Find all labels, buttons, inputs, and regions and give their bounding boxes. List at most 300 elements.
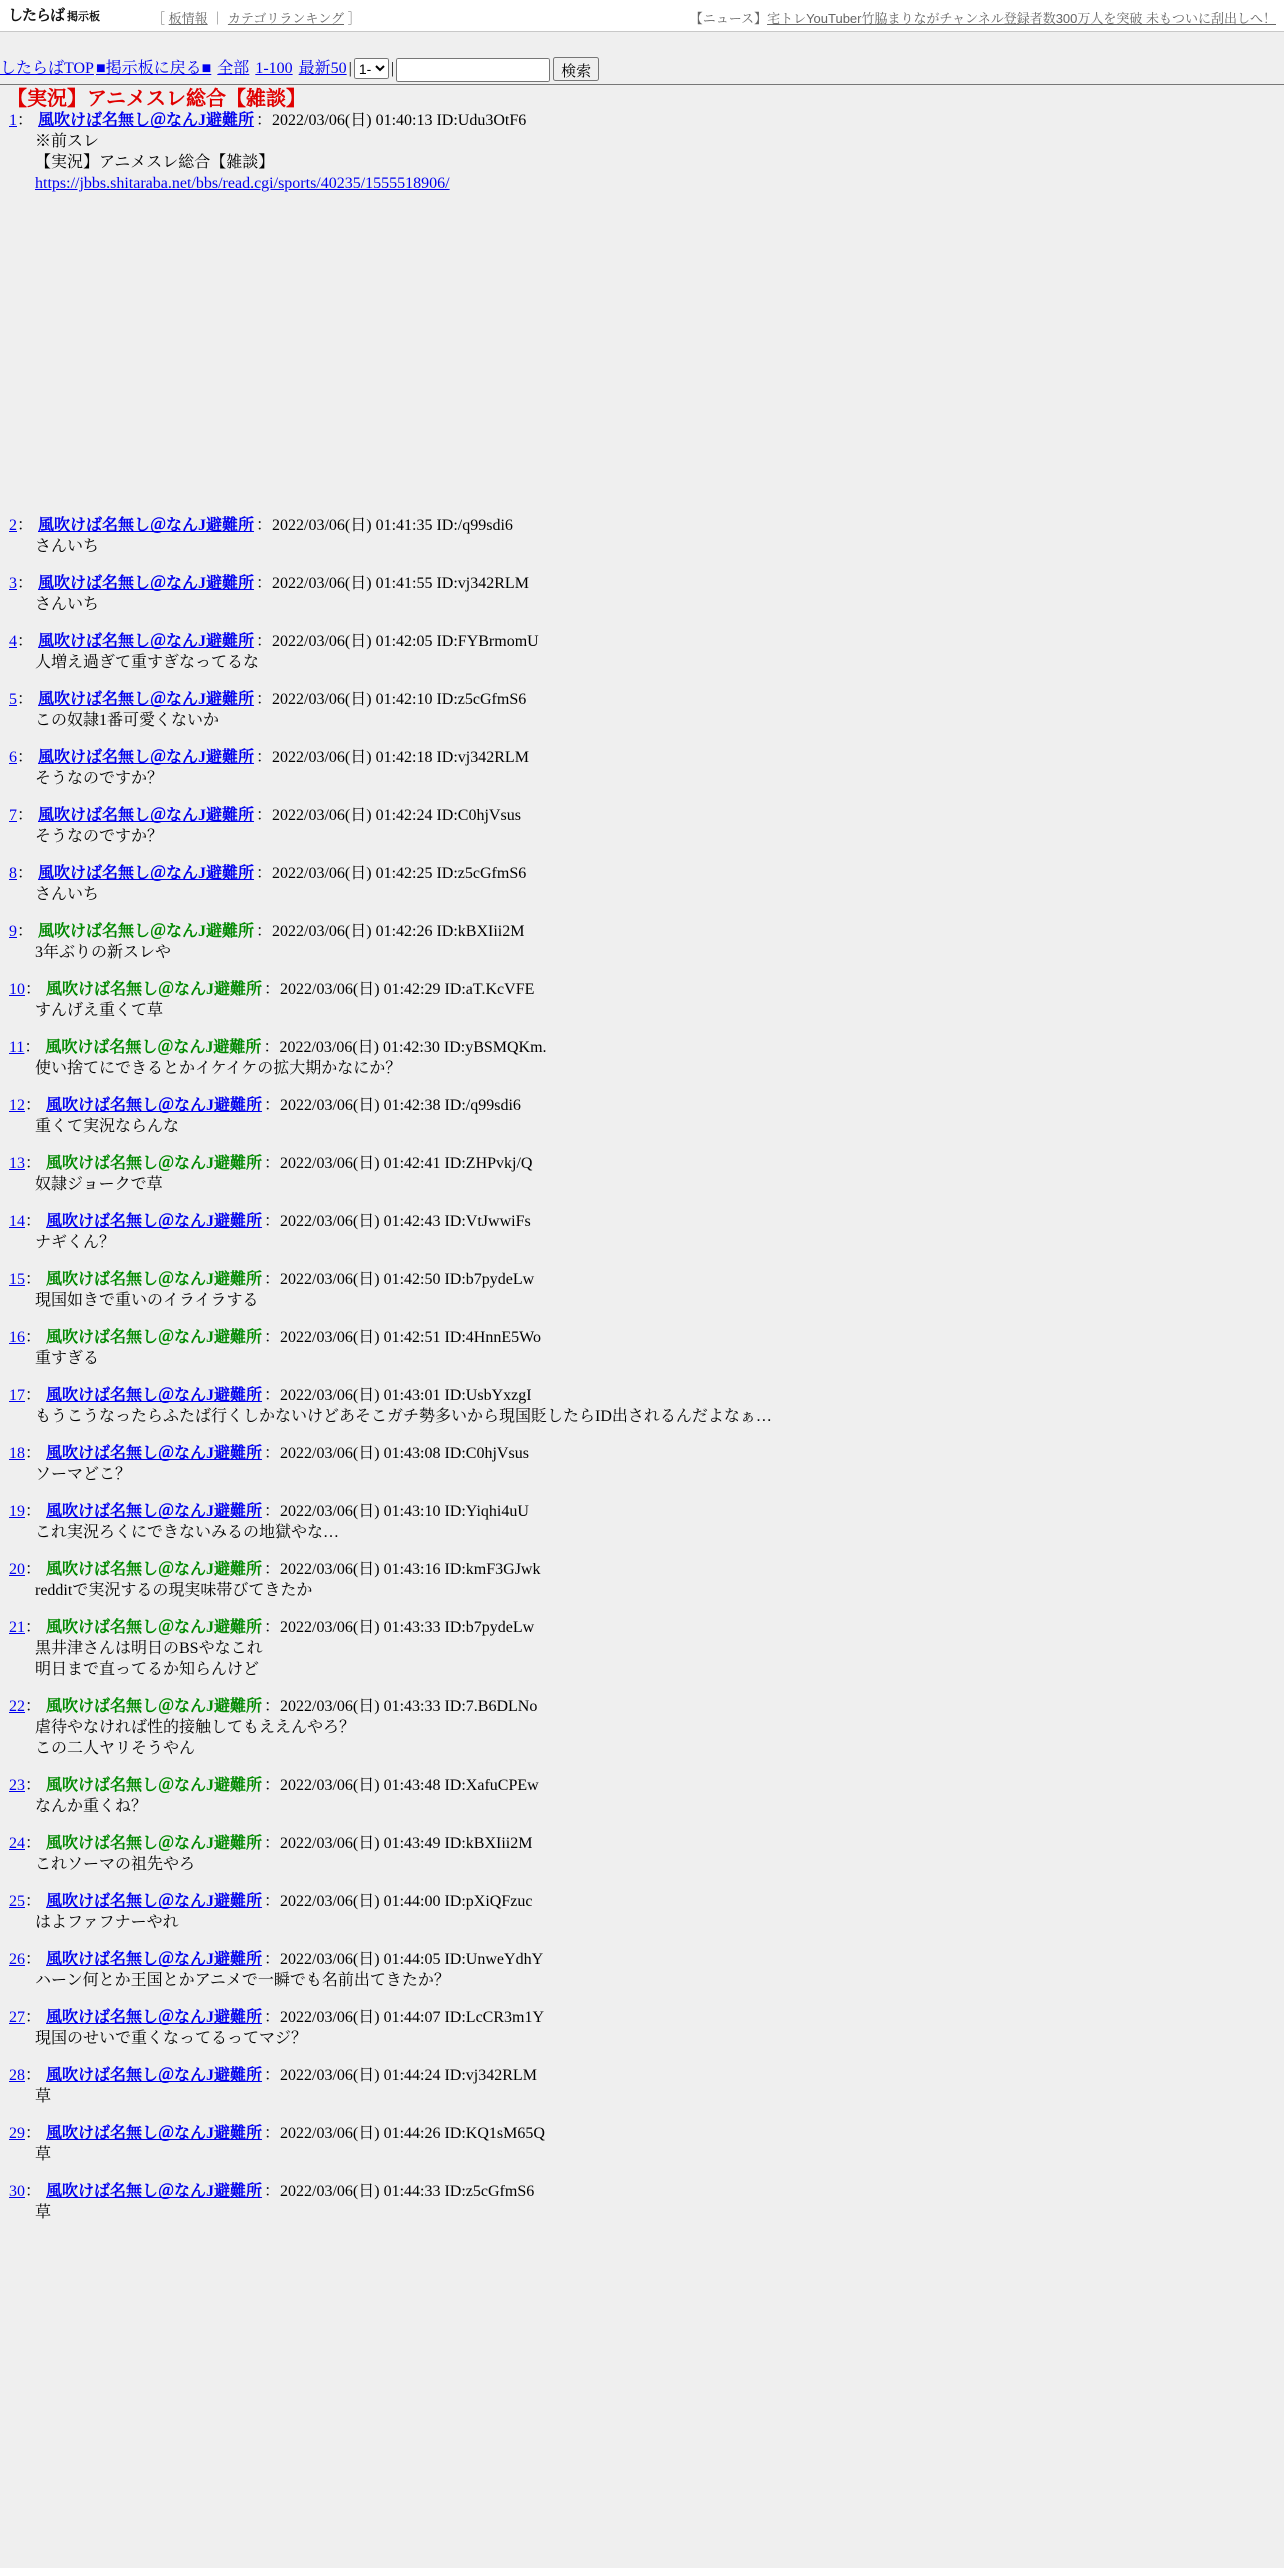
- post-body: [35, 1912, 1284, 1933]
- post-number-link[interactable]: 27: [9, 2009, 25, 2026]
- post-header: [9, 690, 1284, 710]
- post-body: [35, 2028, 1284, 2049]
- post-body: [35, 1580, 1284, 1601]
- poster-name[interactable]: 風吹けば名無し＠なんJ避難所: [38, 633, 255, 650]
- post-date-id: ：2022/03/06(日) 01:43:48 ID:XafuCPEw: [264, 1777, 539, 1794]
- post-body: [35, 2202, 1284, 2223]
- post-spacer: [0, 2165, 1284, 2182]
- post-date-id: ：2022/03/06(日) 01:42:41 ID:ZHPvkj/Q: [264, 1155, 533, 1172]
- post-number-link[interactable]: 6: [9, 749, 17, 766]
- post-header: [9, 632, 1284, 652]
- post: [0, 1154, 1284, 1195]
- post-separator: ：: [17, 865, 34, 882]
- post-body-line: すんげえ重くて草: [35, 1002, 164, 1019]
- post-number-link[interactable]: 1: [9, 112, 17, 129]
- news-prefix: 【ニュース】: [689, 11, 768, 26]
- post-body-line: 人増え過ぎて重すぎなってるな: [35, 654, 260, 671]
- post-body: [35, 1796, 1284, 1817]
- poster-name: 風吹けば名無し＠なんJ避難所: [46, 1777, 263, 1794]
- post-number-link[interactable]: 11: [9, 1039, 25, 1056]
- post-header: [9, 1697, 1284, 1717]
- post-separator: ：: [24, 1039, 41, 1056]
- poster-name[interactable]: 風吹けば名無し＠なんJ避難所: [46, 2009, 263, 2026]
- post-body-line: 草: [35, 2088, 52, 2105]
- post-body: [35, 1348, 1284, 1369]
- post: [0, 980, 1284, 1021]
- post-header: [9, 1270, 1284, 1290]
- post-spacer: [0, 1680, 1284, 1697]
- post-header: [9, 1328, 1284, 1348]
- post-body: [35, 768, 1284, 789]
- post: [0, 1328, 1284, 1369]
- post-date-id: ：2022/03/06(日) 01:42:29 ID:aT.KcVFE: [264, 981, 535, 998]
- post: [0, 2182, 1284, 2223]
- post: [0, 690, 1284, 731]
- post-number-link[interactable]: 10: [9, 981, 25, 998]
- poster-name: 風吹けば名無し＠なんJ避難所: [46, 1561, 263, 1578]
- post-header: [9, 922, 1284, 942]
- post-number-link[interactable]: 9: [9, 923, 17, 940]
- post-separator: ：: [25, 1445, 42, 1462]
- all-posts-link[interactable]: 全部: [217, 60, 250, 77]
- post-spacer: [0, 1991, 1284, 2008]
- post-date-id: ：2022/03/06(日) 01:42:50 ID:b7pydeLw: [264, 1271, 535, 1288]
- post-date-id: ：2022/03/06(日) 01:43:49 ID:kBXIii2M: [264, 1835, 533, 1852]
- post-spacer: [0, 1875, 1284, 1892]
- post-header: [9, 748, 1284, 768]
- post-spacer: [0, 963, 1284, 980]
- post-number-link[interactable]: 5: [9, 691, 17, 708]
- post-number-link[interactable]: 29: [9, 2125, 25, 2142]
- post-body: [35, 1174, 1284, 1195]
- post-date-id: ：2022/03/06(日) 01:43:16 ID:kmF3GJwk: [264, 1561, 541, 1578]
- post-date-id: ：2022/03/06(日) 01:43:01 ID:UsbYxzgI: [264, 1387, 532, 1404]
- post-spacer: [0, 673, 1284, 690]
- post-spacer: [0, 1933, 1284, 1950]
- post-date-id: ：2022/03/06(日) 01:42:30 ID:yBSMQKm.: [263, 1039, 547, 1056]
- post-separator: ：: [25, 1619, 42, 1636]
- post: [0, 574, 1284, 615]
- post-separator: ：: [25, 1387, 42, 1404]
- post-spacer: [0, 1369, 1284, 1386]
- post-body-line: もうこうなったらふたば行くしかないけどあそこガチ勢多いから現国貶したらID出されるんだよなぁ…: [35, 1408, 772, 1425]
- poster-name: 風吹けば名無し＠なんJ避難所: [46, 1835, 263, 1852]
- post-body-line: 現国如きで重いのイライラする: [35, 1292, 259, 1309]
- logo-small-text: 掲示板: [67, 10, 101, 23]
- post: [0, 2124, 1284, 2165]
- post-header: [9, 111, 1284, 131]
- board-info-link[interactable]: 板情報: [168, 11, 208, 26]
- post-body: [35, 1970, 1284, 1991]
- post-number-link[interactable]: 20: [9, 1561, 25, 1578]
- post-body-line: 重すぎる: [35, 1350, 100, 1367]
- post-separator: ：: [25, 2067, 42, 2084]
- post-number-link[interactable]: 25: [9, 1893, 25, 1910]
- post-body: [35, 594, 1284, 615]
- post-number-link[interactable]: 21: [9, 1619, 25, 1636]
- post-spacer: [0, 1543, 1284, 1560]
- poster-name: 風吹けば名無し＠なんJ避難所: [38, 923, 255, 940]
- post-date-id: ：2022/03/06(日) 01:40:13 ID:Udu3OtF6: [256, 112, 527, 129]
- poster-name[interactable]: 風吹けば名無し＠なんJ避難所: [46, 1893, 263, 1910]
- post-number-link[interactable]: 12: [9, 1097, 25, 1114]
- post-header: [9, 806, 1284, 826]
- shitaraba-top-link[interactable]: したらばTOP: [0, 60, 94, 77]
- post: [0, 632, 1284, 673]
- poster-name[interactable]: 風吹けば名無し＠なんJ避難所: [46, 2067, 263, 2084]
- post-header: [9, 1618, 1284, 1638]
- post-number-link[interactable]: 23: [9, 1777, 25, 1794]
- post-separator: ：: [17, 923, 34, 940]
- post-body-line: 【実況】アニメスレ総合【雑談】: [35, 154, 275, 171]
- category-ranking-link[interactable]: カテゴリランキング: [227, 11, 345, 26]
- post: [0, 1386, 1284, 1427]
- post-date-id: ：2022/03/06(日) 01:44:26 ID:KQ1sM65Q: [264, 2125, 545, 2142]
- post-body: [35, 1854, 1284, 1875]
- post-spacer: [0, 1253, 1284, 1270]
- post-separator: ：: [25, 2125, 42, 2142]
- post-date-id: ：2022/03/06(日) 01:42:05 ID:FYBrmomU: [256, 633, 539, 650]
- post: [0, 1697, 1284, 1759]
- post-header: [9, 1560, 1284, 1580]
- poster-name[interactable]: 風吹けば名無し＠なんJ避難所: [46, 2183, 263, 2200]
- post-number-link[interactable]: 8: [9, 865, 17, 882]
- post: [0, 2008, 1284, 2049]
- post-number-link[interactable]: 16: [9, 1329, 25, 1346]
- post-body: [35, 1000, 1284, 1021]
- post-header: [9, 1386, 1284, 1406]
- post-spacer: [0, 2049, 1284, 2066]
- post-body-line: 奴隷ジョークで草: [35, 1176, 163, 1193]
- post-spacer: [0, 1021, 1284, 1038]
- post-body: [35, 1290, 1284, 1311]
- post-date-id: ：2022/03/06(日) 01:42:38 ID:/q99sdi6: [264, 1097, 521, 1114]
- post-spacer: [0, 1759, 1284, 1776]
- post-body-line: この二人ヤリそうやん: [35, 1740, 196, 1757]
- search-input[interactable]: [396, 58, 550, 82]
- post-date-id: ：2022/03/06(日) 01:43:10 ID:Yiqhi4uU: [264, 1503, 529, 1520]
- post-separator: ：: [25, 1561, 42, 1578]
- news-link[interactable]: 宅トレYouTuber竹脇まりながチャンネル登録者数300万人を突破 未もついに刮出しへ！: [767, 11, 1276, 26]
- post-body: [35, 2144, 1284, 2165]
- post-date-id: ：2022/03/06(日) 01:44:00 ID:pXiQFzuc: [264, 1893, 533, 1910]
- post-header: [9, 1154, 1284, 1174]
- post-separator: ：: [25, 1777, 42, 1794]
- post-header: [9, 1950, 1284, 1970]
- poster-name[interactable]: 風吹けば名無し＠なんJ避難所: [38, 575, 255, 592]
- post: [0, 1560, 1284, 1601]
- post-body-line: さんいち: [35, 886, 100, 903]
- post-spacer: [0, 2107, 1284, 2124]
- post-body-line: さんいち: [35, 596, 100, 613]
- post-body: [35, 884, 1284, 905]
- post-spacer: [0, 1427, 1284, 1444]
- site-logo[interactable]: [8, 5, 100, 25]
- bracket-open: ［: [152, 11, 166, 26]
- board-links: [152, 8, 361, 27]
- poster-name: 風吹けば名無し＠なんJ避難所: [46, 981, 263, 998]
- post-separator: ：: [25, 1698, 42, 1715]
- post-spacer: [0, 1485, 1284, 1502]
- latest-50-link[interactable]: 最新50: [298, 60, 347, 77]
- post-header: [9, 980, 1284, 1000]
- post-separator: ：: [25, 981, 42, 998]
- post-number-link[interactable]: 7: [9, 807, 17, 824]
- post-header: [9, 516, 1284, 536]
- post-spacer: [0, 499, 1284, 516]
- post-number-link[interactable]: 4: [9, 633, 17, 650]
- poster-name[interactable]: 風吹けば名無し＠なんJ避難所: [46, 1213, 263, 1230]
- post-body-line: 重くて実況ならんな: [35, 1118, 180, 1135]
- post-body-line: これソーマの祖先やろ: [35, 1856, 196, 1873]
- post-header: [9, 1776, 1284, 1796]
- post-separator: ：: [17, 112, 34, 129]
- post-header: [9, 2124, 1284, 2144]
- post-header: [9, 1212, 1284, 1232]
- post-spacer: [0, 615, 1284, 632]
- post-header: [9, 1892, 1284, 1912]
- bracket-close: ］: [347, 11, 361, 26]
- post-date-id: ：2022/03/06(日) 01:41:55 ID:vj342RLM: [256, 575, 529, 592]
- post-body-line: 3年ぶりの新スレや: [35, 944, 172, 961]
- post: [0, 111, 1284, 194]
- post-date-id: ：2022/03/06(日) 01:42:24 ID:C0hjVsus: [256, 807, 521, 824]
- post-number-link[interactable]: 22: [9, 1698, 25, 1715]
- post: [0, 748, 1284, 789]
- post-number-link[interactable]: 2: [9, 517, 17, 534]
- post-separator: ：: [17, 633, 34, 650]
- post-body-line: 草: [35, 2204, 52, 2221]
- post-separator: ：: [25, 2183, 42, 2200]
- post-body: [35, 1522, 1284, 1543]
- post-body-line: 明日まで直ってるか知らんけど: [35, 1661, 260, 1678]
- post-body-line: なんか重くね？: [35, 1798, 148, 1815]
- post-separator: ：: [17, 691, 34, 708]
- post-spacer: [0, 1195, 1284, 1212]
- post-separator: ：: [17, 749, 34, 766]
- poster-name[interactable]: 風吹けば名無し＠なんJ避難所: [46, 1503, 263, 1520]
- top-bar: [0, 0, 1284, 32]
- post-separator: ：: [25, 2009, 42, 2026]
- post-body: [35, 1232, 1284, 1253]
- post-separator: ：: [25, 1951, 42, 1968]
- post-body-line: これ実況ろくにできないみるの地獄やな…: [35, 1524, 340, 1541]
- range-select[interactable]: [354, 58, 389, 79]
- post-header: [9, 1444, 1284, 1464]
- nav-separator: |: [390, 60, 395, 77]
- post-body-line: 黒井津さんは明日のBSやなこれ: [35, 1640, 263, 1657]
- post-spacer: [0, 1311, 1284, 1328]
- post-number-link[interactable]: 18: [9, 1445, 25, 1462]
- post-header: [9, 2182, 1284, 2202]
- post-number-link[interactable]: 13: [9, 1155, 25, 1172]
- post-body-line: 現国のせいで重くなってるってマジ？: [35, 2030, 308, 2047]
- post-header: [9, 1502, 1284, 1522]
- post-body-line: redditで実況するの現実味帯びてきたか: [35, 1582, 313, 1599]
- post-body-line: そうなのですか？: [35, 770, 164, 787]
- post-body-line: ※前スレ: [35, 133, 100, 150]
- logo-text: したらば: [8, 6, 65, 24]
- post-header: [9, 864, 1284, 884]
- post-separator: ：: [25, 1503, 42, 1520]
- post-date-id: ：2022/03/06(日) 01:43:08 ID:C0hjVsus: [264, 1445, 529, 1462]
- ad-space: [0, 194, 1284, 499]
- post-date-id: ：2022/03/06(日) 01:42:10 ID:z5cGfmS6: [256, 691, 527, 708]
- post-date-id: ：2022/03/06(日) 01:43:33 ID:b7pydeLw: [264, 1619, 535, 1636]
- link-separator: ｜: [211, 11, 225, 26]
- post-date-id: ：2022/03/06(日) 01:42:18 ID:vj342RLM: [256, 749, 529, 766]
- post-body-line: はよファフナーやれ: [35, 1914, 179, 1931]
- post-date-id: ：2022/03/06(日) 01:42:43 ID:VtJwwiFs: [264, 1213, 531, 1230]
- post-body: [35, 1116, 1284, 1137]
- post-body-line: ハーン何とか王国とかアニメで一瞬でも名前出てきたか？: [35, 1972, 450, 1989]
- post-spacer: [0, 557, 1284, 574]
- post-number-link[interactable]: 19: [9, 1503, 25, 1520]
- poster-name[interactable]: 風吹けば名無し＠なんJ避難所: [38, 749, 255, 766]
- post-separator: ：: [25, 1213, 42, 1230]
- thread-nav: [0, 57, 1284, 85]
- poster-name: 風吹けば名無し＠なんJ避難所: [46, 1698, 263, 1715]
- post: [0, 1950, 1284, 1991]
- post-date-id: ：2022/03/06(日) 01:44:33 ID:z5cGfmS6: [264, 2183, 535, 2200]
- poster-name: 風吹けば名無し＠なんJ避難所: [46, 1619, 263, 1636]
- post: [0, 1502, 1284, 1543]
- post-body-line: この奴隷1番可愛くないか: [35, 712, 220, 729]
- post: [0, 1618, 1284, 1680]
- post-number-link[interactable]: 14: [9, 1213, 25, 1230]
- post: [0, 1776, 1284, 1817]
- post-spacer: [0, 905, 1284, 922]
- poster-name: 風吹けば名無し＠なんJ避難所: [46, 1155, 263, 1172]
- post-date-id: ：2022/03/06(日) 01:42:25 ID:z5cGfmS6: [256, 865, 527, 882]
- post-body: [35, 536, 1284, 557]
- post-header: [9, 2066, 1284, 2086]
- thread-title: 【実況】アニメスレ総合【雑談】: [7, 88, 306, 110]
- post-body-line: 草: [35, 2146, 52, 2163]
- post-header: [9, 2008, 1284, 2028]
- post-date-id: ：2022/03/06(日) 01:43:33 ID:7.B6DLNo: [264, 1698, 538, 1715]
- back-to-board-link[interactable]: ■掲示板に戻る■: [95, 60, 212, 77]
- post-number-link[interactable]: 26: [9, 1951, 25, 1968]
- post: [0, 1892, 1284, 1933]
- news-ticker: [690, 8, 1276, 27]
- post: [0, 1270, 1284, 1311]
- post-date-id: ：2022/03/06(日) 01:44:05 ID:UnweYdhY: [264, 1951, 544, 1968]
- post-spacer: [0, 1137, 1284, 1154]
- post-header: [9, 1096, 1284, 1116]
- post: [0, 922, 1284, 963]
- post-number-link[interactable]: 30: [9, 2183, 25, 2200]
- post-header: [9, 574, 1284, 594]
- post-separator: ：: [25, 1155, 42, 1172]
- post-separator: ：: [25, 1271, 42, 1288]
- poster-name[interactable]: 風吹けば名無し＠なんJ避難所: [38, 517, 255, 534]
- poster-name[interactable]: 風吹けば名無し＠なんJ避難所: [46, 1097, 263, 1114]
- post-list: [0, 111, 1284, 2223]
- post-body: [35, 826, 1284, 847]
- post-header: [9, 1834, 1284, 1854]
- post-separator: ：: [25, 1329, 42, 1346]
- previous-thread-link[interactable]: https://jbbs.shitaraba.net/bbs/read.cgi/sports/40235/1555518906/: [35, 175, 450, 192]
- poster-name[interactable]: 風吹けば名無し＠なんJ避難所: [38, 865, 255, 882]
- post-number-link[interactable]: 3: [9, 575, 17, 592]
- post: [0, 1212, 1284, 1253]
- post-body-line: ソーマどこ？: [35, 1466, 132, 1483]
- poster-name: 風吹けば名無し＠なんJ避難所: [46, 1271, 263, 1288]
- post-separator: ：: [17, 575, 34, 592]
- post: [0, 2066, 1284, 2107]
- poster-name[interactable]: 風吹けば名無し＠なんJ避難所: [38, 691, 255, 708]
- poster-name[interactable]: 風吹けば名無し＠なんJ避難所: [38, 807, 255, 824]
- post-header: [9, 1038, 1284, 1058]
- post-body: [35, 1717, 1284, 1759]
- post-body-line: 使い捨てにできるとかイケイケの拡大期かなにか？: [35, 1060, 402, 1077]
- post-separator: ：: [25, 1835, 42, 1852]
- poster-name[interactable]: 風吹けば名無し＠なんJ避難所: [46, 1387, 263, 1404]
- search-button[interactable]: 検索: [553, 57, 599, 81]
- poster-name: 風吹けば名無し＠なんJ避難所: [46, 1329, 263, 1346]
- post-body: [35, 1638, 1284, 1680]
- post: [0, 1096, 1284, 1137]
- poster-name[interactable]: 風吹けば名無し＠なんJ避難所: [38, 112, 255, 129]
- post-separator: ：: [25, 1893, 42, 1910]
- post-body: [35, 2086, 1284, 2107]
- post-date-id: ：2022/03/06(日) 01:42:51 ID:4HnnE5Wo: [264, 1329, 541, 1346]
- post-body: [35, 942, 1284, 963]
- post-spacer: [0, 1079, 1284, 1096]
- post-body-line: 虐待やなければ性的接触してもええんやろ？: [35, 1719, 356, 1736]
- post-spacer: [0, 731, 1284, 748]
- post-date-id: ：2022/03/06(日) 01:41:35 ID:/q99sdi6: [256, 517, 513, 534]
- post-body: [35, 1464, 1284, 1485]
- post-body: [35, 652, 1284, 673]
- poster-name[interactable]: 風吹けば名無し＠なんJ避難所: [46, 1951, 263, 1968]
- post-date-id: ：2022/03/06(日) 01:44:07 ID:LcCR3m1Y: [264, 2009, 545, 2026]
- post-body-line: そうなのですか？: [35, 828, 164, 845]
- poster-name[interactable]: 風吹けば名無し＠なんJ避難所: [46, 2125, 263, 2142]
- poster-name: 風吹けば名無し＠なんJ避難所: [45, 1039, 262, 1056]
- post-body-line: ナギくん？: [35, 1234, 116, 1251]
- range-link[interactable]: 1-100: [255, 60, 293, 77]
- post: [0, 806, 1284, 847]
- post-number-link[interactable]: 17: [9, 1387, 25, 1404]
- post: [0, 516, 1284, 557]
- post-separator: ：: [25, 1097, 42, 1114]
- post-spacer: [0, 1601, 1284, 1618]
- post: [0, 1834, 1284, 1875]
- post-spacer: [0, 847, 1284, 864]
- post-spacer: [0, 789, 1284, 806]
- post-body-line: さんいち: [35, 538, 100, 555]
- post-body: [35, 1406, 1284, 1427]
- post-separator: ：: [17, 807, 34, 824]
- post-body: [35, 131, 1284, 194]
- post-date-id: ：2022/03/06(日) 01:44:24 ID:vj342RLM: [264, 2067, 537, 2084]
- post-number-link[interactable]: 15: [9, 1271, 25, 1288]
- post: [0, 1444, 1284, 1485]
- post-number-link[interactable]: 28: [9, 2067, 25, 2084]
- post-number-link[interactable]: 24: [9, 1835, 25, 1852]
- post-date-id: ：2022/03/06(日) 01:42:26 ID:kBXIii2M: [256, 923, 525, 940]
- post-body: [35, 1058, 1284, 1079]
- poster-name[interactable]: 風吹けば名無し＠なんJ避難所: [46, 1445, 263, 1462]
- post-spacer: [0, 1817, 1284, 1834]
- post-body: [35, 710, 1284, 731]
- post: [0, 1038, 1284, 1079]
- post-separator: ：: [17, 517, 34, 534]
- post: [0, 864, 1284, 905]
- nav-separator: |: [348, 60, 352, 77]
